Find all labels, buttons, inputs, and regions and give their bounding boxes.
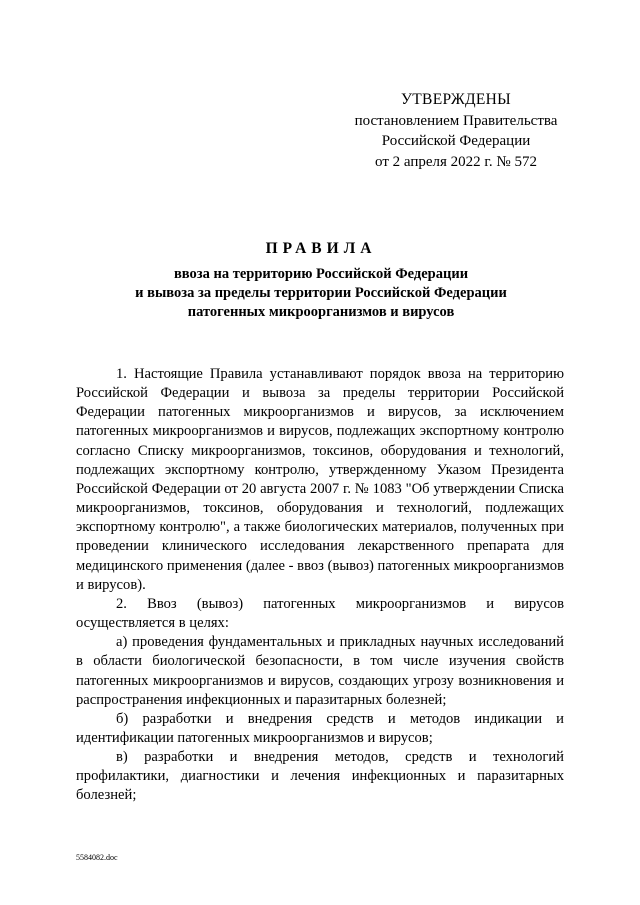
approval-block bbox=[330, 90, 582, 172]
paragraph-1: 1. Настоящие Правила устанавливают порядок ввоза на территорию Российской Федерации и вывоза за пределы территории Российской Федерации патогенных микроорганизмов и вирусов, за исключением патогенных микроорганизмов и вирусов, подлежащих экспортному контролю согласно Списку микроорганизмов, токсинов, оборудования и технологий, подлежащих экспортному контролю, утвержденному Указом Президента Российской Федерации от 20 августа 2007 г. № 1083 "Об утверждении Списка микроорганизмов, токсинов, оборудования и технологий, подлежащих экспортному контролю", а также биологических материалов, полученных при проведении клинического исследования лекарственного препарата для медицинского применения (далее - ввоз (вывоз) патогенных микроорганизмов и вирусов). bbox=[76, 366, 564, 593]
document-subtitle bbox=[60, 265, 582, 322]
approval-line-2: Российской Федерации bbox=[381, 133, 531, 149]
subtitle-line-2: и вывоза за пределы территории Российской Федерации bbox=[135, 285, 507, 301]
approval-line-1: постановлением Правительства bbox=[354, 112, 558, 129]
paragraph-2: 2. Ввоз (вывоз) патогенных микроорганизмов и вирусов осуществляется в целях: bbox=[76, 595, 564, 632]
subtitle-line-3: патогенных микроорганизмов и вирусов bbox=[187, 304, 455, 320]
file-name-footer: 5584082.doc bbox=[76, 853, 118, 862]
approval-heading: УТВЕРЖДЕНЫ bbox=[401, 91, 511, 108]
paragraph-2b: б) разработки и внедрения средств и методов индикации и идентификации патогенных микроорганизмов и вирусов; bbox=[76, 710, 564, 746]
paragraph-2a: а) проведения фундаментальных и прикладных научных исследований в области биологической безопасности, в том числе изучения свойств патогенных микроорганизмов и вирусов, создающих угрозу возникновения и распространения инфекционных и паразитарных болезней; bbox=[76, 634, 564, 708]
document-body bbox=[76, 365, 564, 806]
approval-line-3: от 2 апреля 2022 г. № 572 bbox=[375, 153, 537, 170]
paragraph-2c: в) разработки и внедрения методов, средств и технологий профилактики, диагностики и лечения инфекционных и паразитарных болезней; bbox=[76, 749, 564, 804]
subtitle-line-1: ввоза на территорию Российской Федерации bbox=[173, 266, 469, 282]
document-title: ПРАВИЛА bbox=[265, 240, 377, 257]
